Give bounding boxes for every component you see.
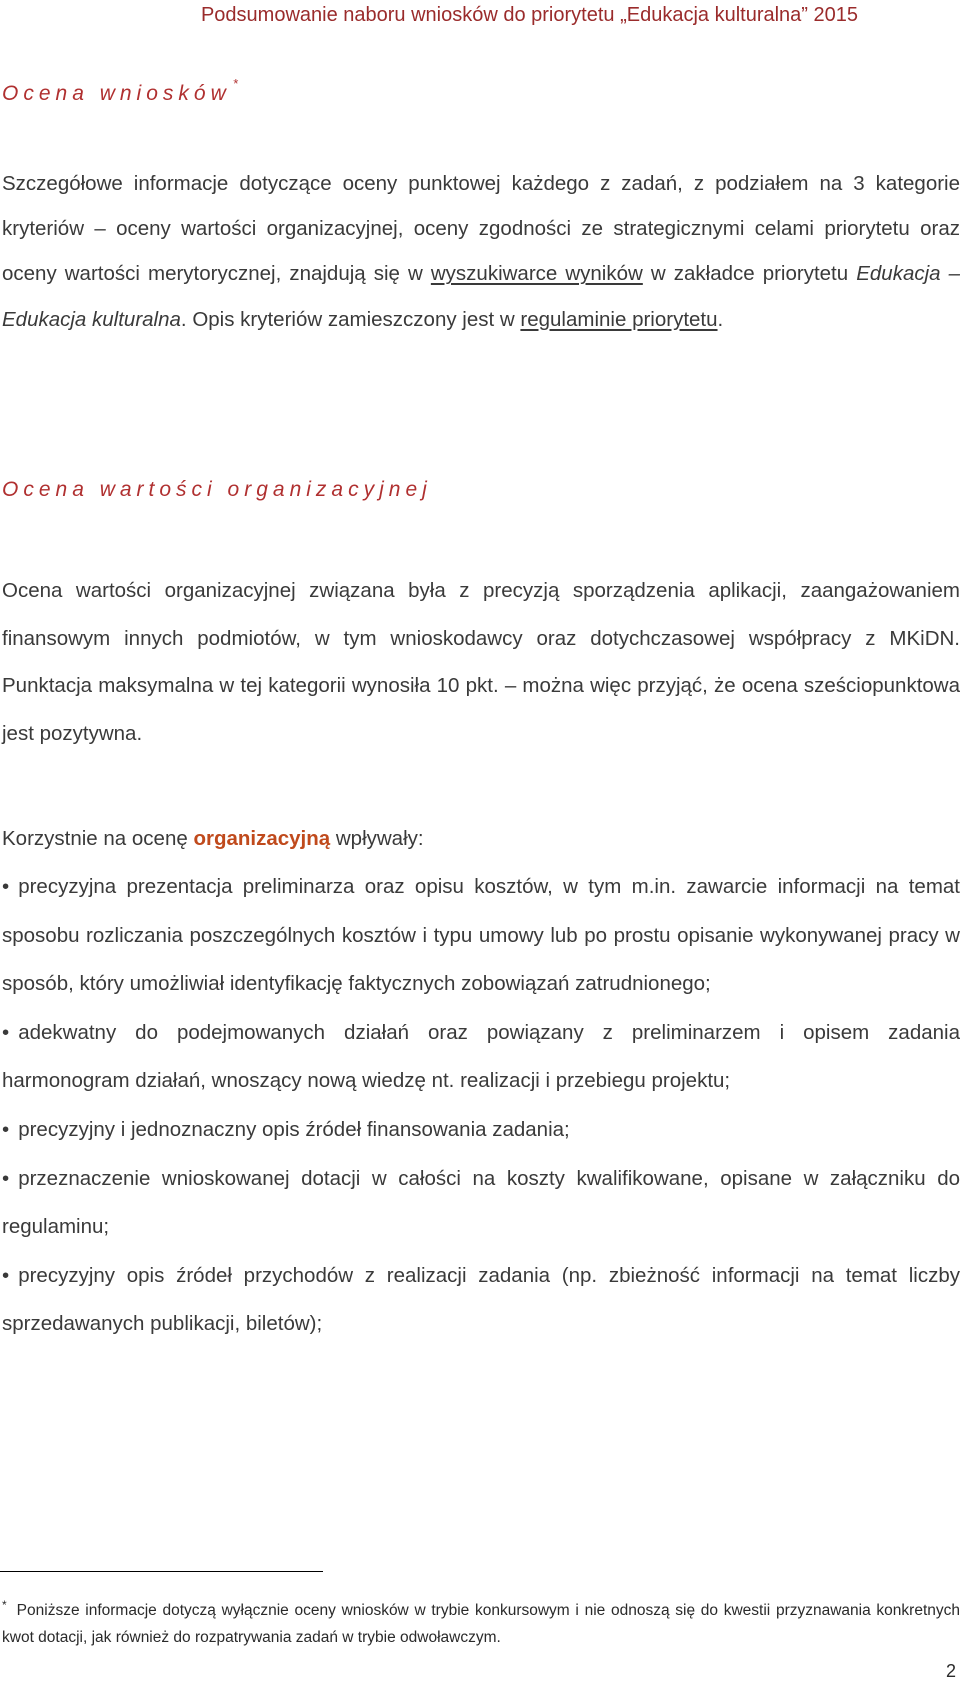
list-item-text: przeznaczenie wnioskowanej dotacji w całości na koszty kwalifikowane, opisane w załączniku do regulaminu; (2, 1166, 960, 1239)
list-item (2, 863, 960, 1009)
page-number: 2 (945, 1661, 956, 1681)
bullet-icon: • (2, 875, 10, 898)
positive-factors-text-a: Korzystnie na ocenę (2, 827, 194, 850)
footnote-reference-mark[interactable]: * (232, 76, 238, 91)
positive-factors-list (2, 863, 960, 1349)
bullet-icon: • (2, 1020, 10, 1044)
priority-name: Edukacja – Edukacja kulturalna (2, 262, 960, 331)
organizational-value-paragraph: Ocena wartości organizacyjnej związana była z precyzją sporządzenia aplikacji, zaangażowaniem finansowym innych podmiotów, w tym wnioskodawcy oraz dotychczasowej współpracy z MKiDN. Punktacja maksymalna w tej kategorii wynosiła 10 pkt. – można więc przyjąć, że ocena sześciopunktowa jest pozytywna. (2, 579, 960, 745)
section-heading-evaluation-text: Ocena wniosków (2, 82, 231, 105)
list-item-text: precyzyjna prezentacja preliminarza oraz opisu kosztów, w tym m.in. zawarcie informacji na temat sposobu rozliczania poszczególnych kosztów i typu umowy lub po prostu opisanie wykonywanej pracy w sposób, który umożliwiał identyfikację faktycznych zobowiązań zatrudnionego; (2, 875, 960, 996)
section-heading-evaluation (2, 76, 238, 106)
bullet-icon: • (2, 1263, 10, 1287)
positive-factors-intro (2, 815, 960, 864)
footnote (2, 1592, 960, 1651)
list-item (2, 1009, 960, 1106)
priority-regulations-link[interactable]: regulaminie priorytetu (520, 307, 718, 331)
list-item (2, 1106, 960, 1155)
list-item-text: precyzyjny i jednoznaczny opis źródeł finansowania zadania; (18, 1117, 570, 1141)
positive-factors-text-b: wpływały: (330, 827, 424, 850)
intro-paragraph (2, 161, 960, 342)
list-item (2, 1252, 960, 1349)
list-item-text: precyzyjny opis źródeł przychodów z realizacji zadania (np. zbieżność informacji na temat liczby sprzedawanych publikacji, biletów); (2, 1263, 960, 1336)
footnote-separator (0, 1571, 323, 1572)
results-search-link[interactable]: wyszukiwarce wyników (430, 262, 643, 286)
bullet-icon: • (2, 1117, 10, 1141)
footnote-mark: * (2, 1598, 7, 1612)
organizational-highlight: organizacyjną (193, 827, 331, 850)
intro-text-a: Szczegółowe informacje dotyczące oceny punktowej każdego z zadań, z podziałem na 3 kategorie kryteriów – oceny wartości organizacyjnej, oceny zgodności ze strategicznymi celami priorytetu oraz oceny wartości merytorycznej, znajdują się w (2, 172, 960, 286)
footnote-text: Poniższe informacje dotyczą wyłącznie oceny wniosków w trybie konkursowym i nie odnoszą się do kwestii przyznawania konkretnych kwot dotacji, jak również do rozpatrywania zadań w trybie odwoławczym. (2, 1602, 960, 1646)
intro-text-c: . Opis kryteriów zamieszczony jest w (180, 307, 521, 331)
running-header-title: Podsumowanie naboru wniosków do priorytetu „Edukacja kulturalna” 2015 (200, 4, 858, 26)
list-item-text: adekwatny do podejmowanych działań oraz powiązany z preliminarzem i opisem zadania harmonogram działań, wnoszący nową wiedzę nt. realizacji i przebiegu projektu; (2, 1020, 960, 1093)
intro-text-d: . (717, 307, 724, 331)
section-heading-organizational-value: Ocena wartości organizacyjnej (2, 478, 432, 501)
intro-text-b: w zakładce priorytetu (642, 262, 857, 286)
bullet-icon: • (2, 1166, 10, 1190)
list-item (2, 1155, 960, 1252)
